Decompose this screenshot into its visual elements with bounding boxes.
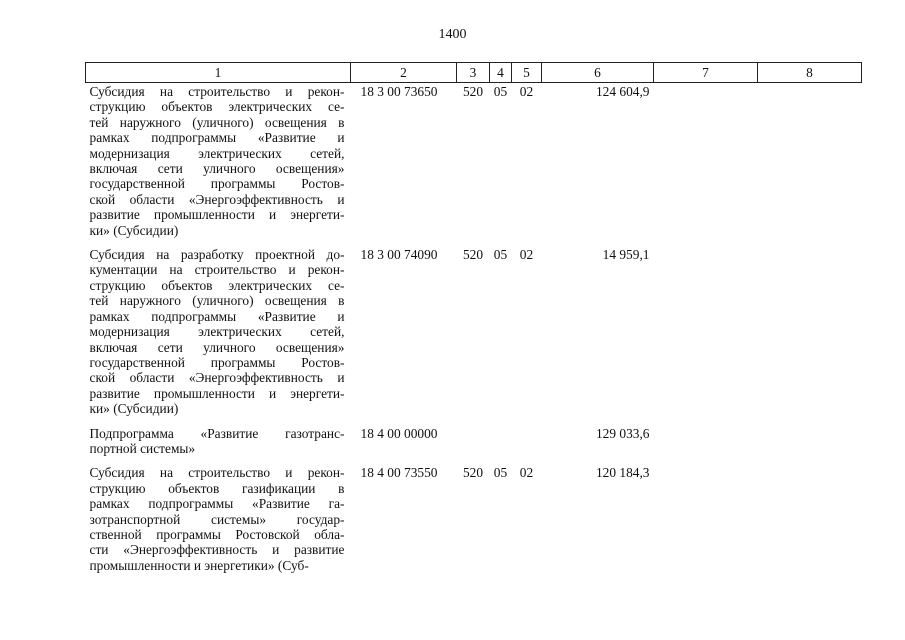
target-article-code: 18 3 00 74090 [360,247,438,263]
column-header-3: 3 [457,63,490,83]
target-article-code: 18 4 00 00000 [360,425,438,441]
row-description [86,246,351,424]
subsection-code: 02 [519,247,534,263]
description-line: ской области «Энергоэффективность и [89,191,345,207]
column-7-value [654,425,758,465]
description-line: тей наружного (уличного) освещения в [89,114,345,130]
description-line: кументации на строительство и рекон- [89,262,345,278]
subsection-code: 02 [519,84,534,99]
table-row [86,246,862,424]
description-line: включая сети уличного освещения» [89,339,345,355]
description-line: ки» (Субсидии) [89,222,179,238]
description-line: Подпрограмма «Развитие газотранс- [89,425,345,441]
amount-value: 120 184,3 [595,465,650,481]
description-line: развитие промышленности и энергети- [89,207,345,223]
description-line: портной системы» [89,440,196,456]
target-article-code: 18 3 00 73650 [360,84,438,99]
description-line: тей наружного (уличного) освещения в [89,293,345,309]
expense-type-code: 520 [462,84,484,99]
column-header-8: 8 [758,63,862,83]
table-row [86,83,862,247]
column-header-5: 5 [512,63,542,83]
column-8-value [758,246,862,424]
subsection-code [512,425,542,465]
section-code: 05 [493,247,508,263]
expense-type-code [457,425,490,465]
description-line: рамках подпрограммы «Развитие и [89,308,345,324]
description-line: Субсидия на разработку проектной до- [89,247,345,263]
description-line: рамках подпрограммы «Развитие га- [89,496,345,512]
table-header-row [86,63,862,83]
description-line: развитие промышленности и энергети- [89,385,345,401]
description-line: Субсидия на строительство и рекон- [89,465,345,481]
description-line: модернизация электрических сетей, [89,145,345,161]
expense-type-code: 520 [462,247,484,263]
expense-type-code: 520 [462,465,484,481]
row-description [86,425,351,465]
column-8-value [758,425,862,465]
page-number: 1400 [438,27,467,42]
row-description [86,464,351,573]
column-8-value [758,464,862,573]
column-header-4: 4 [490,63,512,83]
description-line: ской области «Энергоэффективность и [89,370,345,386]
row-description [86,83,351,247]
section-code: 05 [493,465,508,481]
column-7-value [654,464,758,573]
column-header-2: 2 [351,63,457,83]
table-body [86,83,862,574]
description-line: Субсидия на строительство и рекон- [89,84,345,99]
description-line: струкцию объектов газификации в [89,480,345,496]
description-line: струкцию объектов электрических се- [89,277,345,293]
description-line: струкцию объектов электрических се- [89,99,345,115]
column-header-1: 1 [86,63,351,83]
column-header-6: 6 [542,63,654,83]
description-line: ки» (Субсидии) [89,401,179,417]
amount-value: 129 033,6 [595,425,650,441]
description-line: модернизация электрических сетей, [89,324,345,340]
amount-value: 14 959,1 [602,247,650,263]
budget-table [85,62,862,573]
section-code [490,425,512,465]
subsection-code: 02 [519,465,534,481]
description-line: государственной программы Ростов- [89,354,345,370]
column-7-value [654,246,758,424]
table-row [86,464,862,573]
column-8-value [758,83,862,247]
table-row [86,425,862,465]
column-7-value [654,83,758,247]
target-article-code: 18 4 00 73550 [360,465,438,481]
description-line: сти «Энергоэффективность и развитие [89,542,345,558]
description-line: государственной программы Ростов- [89,176,345,192]
description-line: промышленности и энергетики» (Суб- [89,557,309,573]
column-header-7: 7 [654,63,758,83]
description-line: зотранспортной системы» государ- [89,511,345,527]
description-line: включая сети уличного освещения» [89,161,345,177]
section-code: 05 [493,84,508,99]
amount-value: 124 604,9 [595,84,650,99]
description-line: рамках подпрограммы «Развитие и [89,130,345,146]
description-line: ственной программы Ростовской обла- [89,526,345,542]
